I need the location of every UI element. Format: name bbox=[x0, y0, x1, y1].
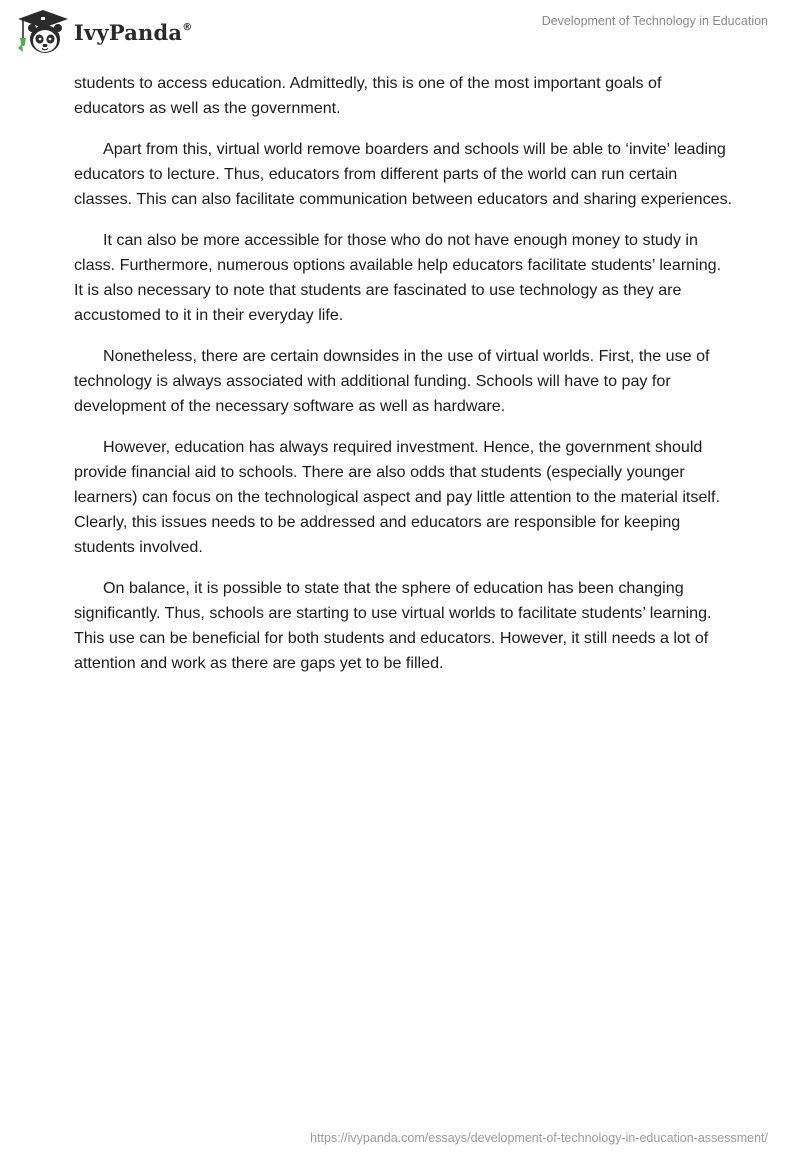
paragraph-6: On balance, it is possible to state that the sphere of education has been changing significantly. Thus, schools are starting to use virtual worlds to facilitate students’ learning. This use can be beneficial for both students and educators. However, it still needs a lot of attention and work as there are gaps yet to be filled. bbox=[74, 579, 712, 672]
panda-graduate-icon bbox=[14, 8, 72, 56]
source-url-link[interactable]: https://ivypanda.com/essays/development-of-technology-in-education-assessment/ bbox=[310, 1131, 768, 1145]
document-title: Development of Technology in Education bbox=[541, 14, 768, 28]
paragraph-5: However, education has always required investment. Hence, the government should provide financial aid to schools. There are also odds that students (especially younger learners) can focus on the technological aspect and pay little attention to the material itself. Clearly, this issues needs to be addressed and educators are responsible for keeping students involved. bbox=[74, 438, 720, 556]
essay-body bbox=[74, 71, 734, 692]
paragraph-2: Apart from this, virtual world remove boarders and schools will be able to ‘invite’ leading educators to lecture. Thus, educators from different parts of the world can run certain classes. This can also facilitate communication between educators and sharing experiences. bbox=[74, 140, 733, 208]
ivypanda-logo[interactable] bbox=[14, 8, 192, 56]
brand-name: IvyPanda® bbox=[74, 19, 193, 45]
paragraph-1: students to access education. Admittedly, this is one of the most important goals of educators as well as the government. bbox=[74, 74, 662, 117]
paragraph-3: It can also be more accessible for those who do not have enough money to study in class. Furthermore, numerous options available help educators facilitate students’ learning. It is also necessary to note that students are fascinated to use technology as they are accustomed to it in their everyday life. bbox=[74, 231, 722, 324]
paragraph-4: Nonetheless, there are certain downsides in the use of virtual worlds. First, the use of technology is always associated with additional funding. Schools will have to pay for development of the necessary software as well as hardware. bbox=[74, 347, 710, 415]
page-header bbox=[0, 0, 800, 64]
registered-mark: ® bbox=[182, 21, 193, 33]
